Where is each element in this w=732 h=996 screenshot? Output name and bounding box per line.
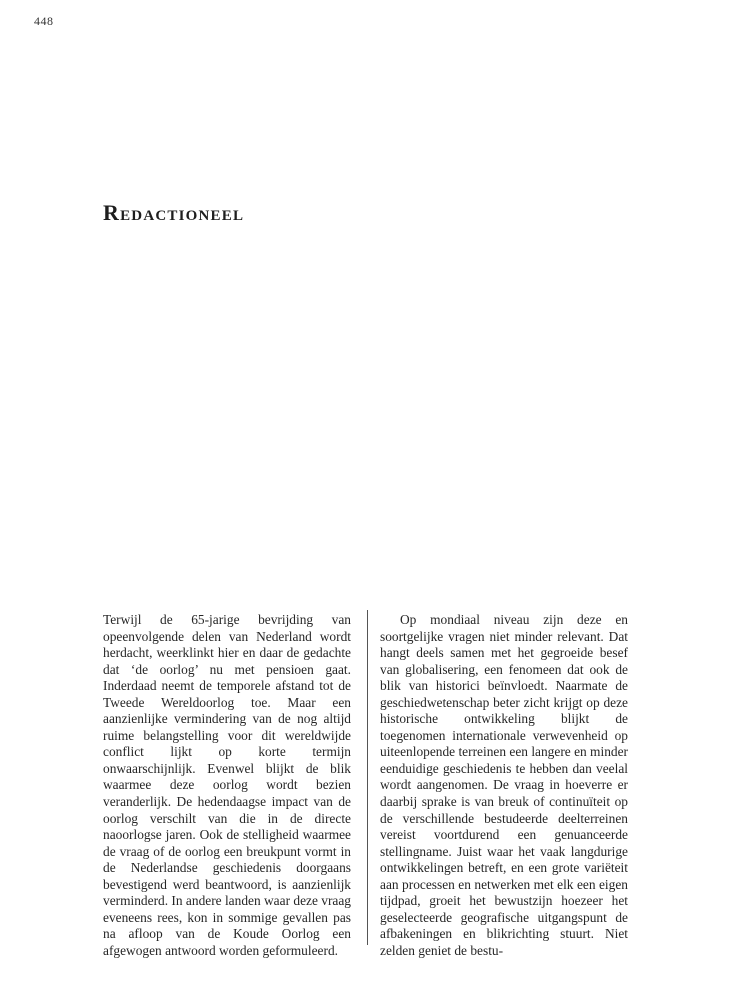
page-number: 448 [34,14,54,28]
paragraph-right: Op mondiaal niveau zijn deze en soortgelijke vragen niet minder relevant. Dat hangt deels samen met het gegroeide besef van globalisering, een fenomeen dat ook de blik van historici beïnvloedt. Naarmate de geschiedwetenschap beter zicht krijgt op deze historische ontwikkeling blijkt de toegenomen internationale verwevenheid op uiteenlopende terreinen een langere en minder eenduidige geschiedenis te hebben dan veelal wordt aangenomen. De vraag in hoeverre er daarbij sprake is van breuk of continuïteit op de verschillende bestudeerde deelterreinen vereist voortdurend een genuanceerde stellingname. Juist waar het vaak langdurige ontwikkelingen betreft, en een grote variëteit aan processen en netwerken met elk een eigen tijdpad, groeit het bewustzijn hoezeer het geselecteerde geografische uitgangspunt de afbakeningen en blikrichting stuurt. Niet zelden geniet de bestu- [380,612,628,958]
text-column-left [103,612,351,959]
paragraph-left: Terwijl de 65-jarige bevrijding van opeenvolgende delen van Nederland wordt herdacht, weerklinkt hier en daar de gedachte dat ‘de oorlog’ nu met pensioen gaat. Inderdaad neemt de temporele afstand tot de Tweede Wereldoorlog toe. Maar een aanzienlijke vermindering van de nog altijd ruime belangstelling voor dit wereldwijde conflict lijkt op korte termijn onwaarschijnlijk. Evenwel blijkt de blik waarmee deze oorlog wordt bezien veranderlijk. De hedendaagse impact van de oorlog verschilt van die in de directe naoorlogse jaren. Ook de stelligheid waarmee de vraag of de oorlog een breukpunt vormt in de Nederlandse geschiedenis doorgaans bevestigend werd beantwoord, is aanzienlijk verminderd. In andere landen waar deze vraag eveneens rees, kon in sommige gevallen pas na afloop van de Koude Oorlog een afgewogen antwoord worden geformuleerd. [103,612,351,958]
text-column-right [380,612,628,959]
article-title: Redactioneel [103,200,245,225]
column-divider [367,610,368,945]
